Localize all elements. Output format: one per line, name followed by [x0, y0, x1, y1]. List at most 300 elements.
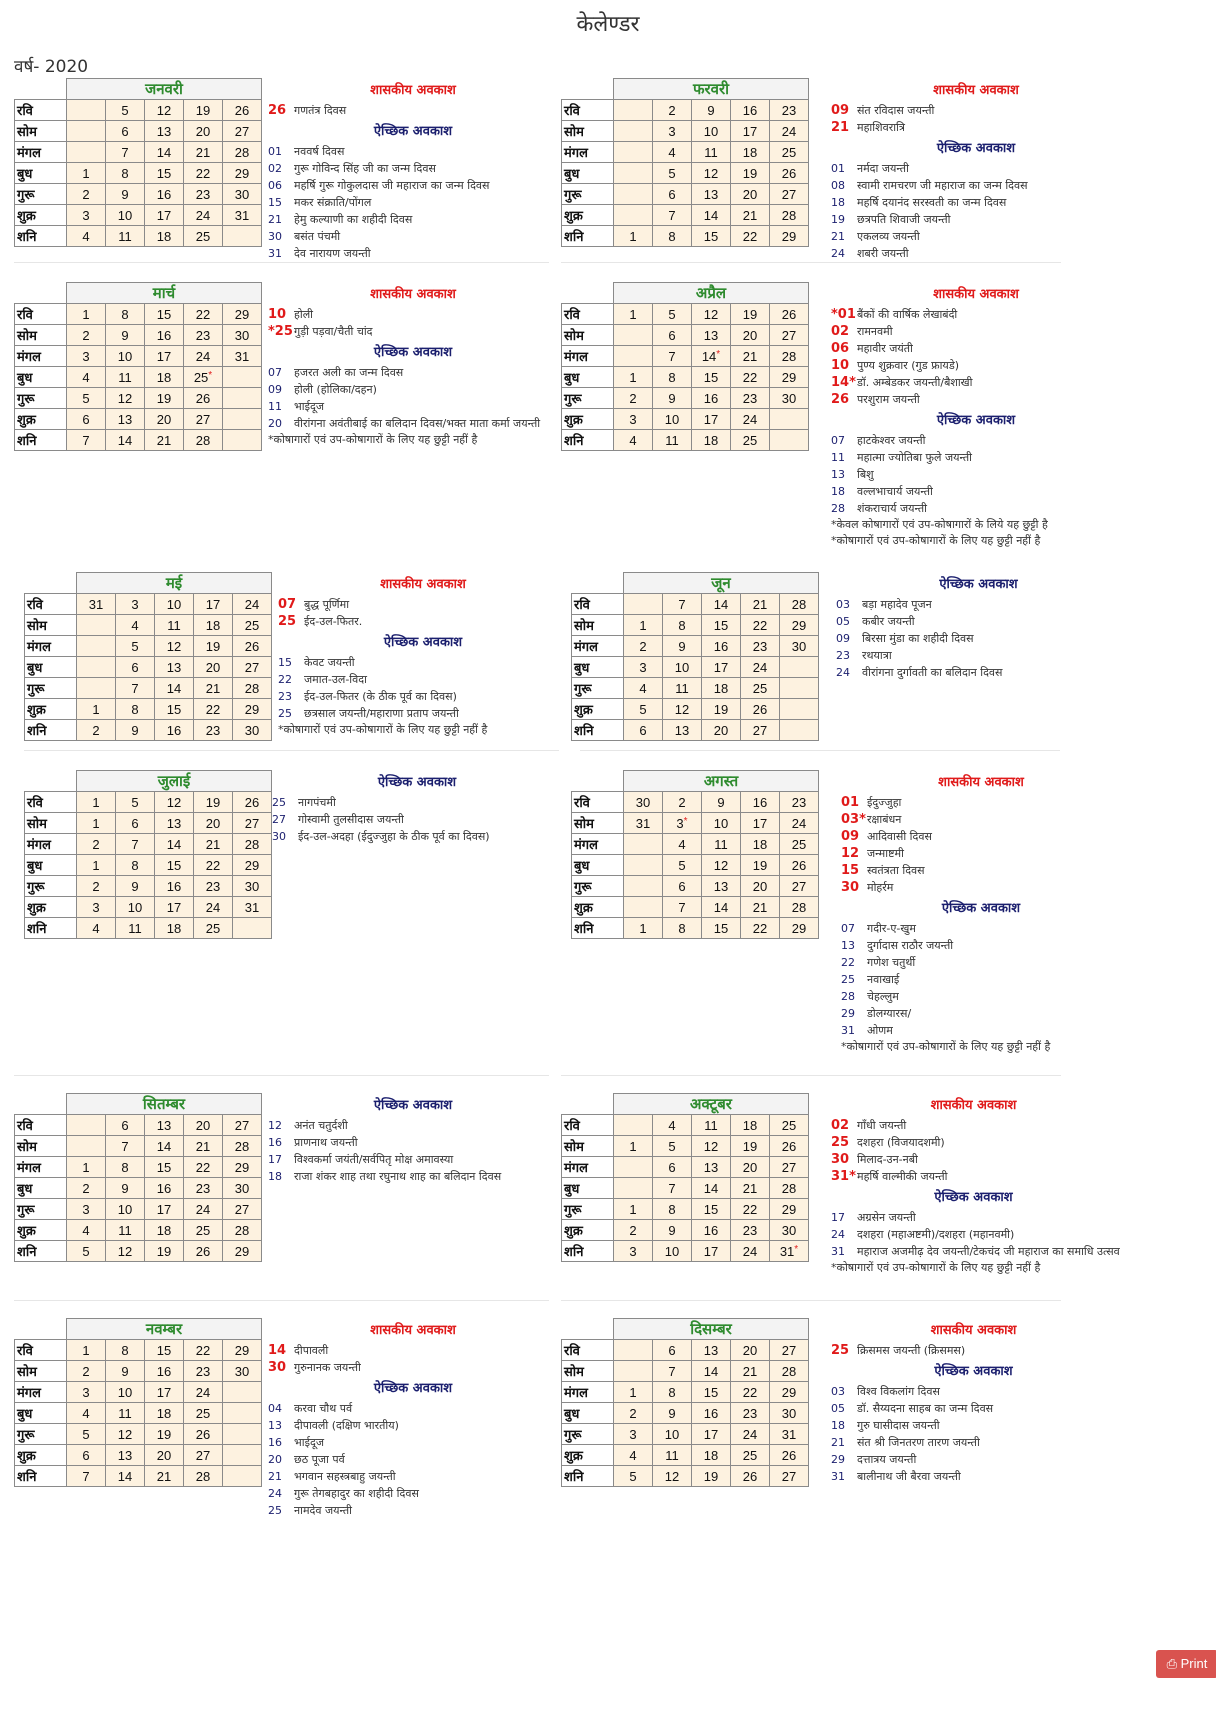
holiday-section-heading: शासकीय अवकाश — [370, 287, 456, 302]
holiday-name: भाईदूज — [294, 400, 324, 413]
date-cell: 9 — [116, 876, 155, 897]
week-row — [15, 1445, 262, 1466]
date-cell: 28 — [780, 594, 819, 615]
date-cell: 23 — [770, 100, 809, 121]
date-cell: 25 — [184, 1220, 223, 1241]
date-cell: 23 — [731, 1403, 770, 1424]
date-cell: 4 — [67, 1403, 106, 1424]
date-cell: 27 — [184, 1445, 223, 1466]
holiday-date: 07 — [268, 366, 282, 379]
date-cell: 5 — [67, 1424, 106, 1445]
date-cell: 24 — [184, 346, 223, 367]
date-cell: 24 — [184, 1199, 223, 1220]
holiday-date: 15 — [841, 863, 860, 878]
week-row — [562, 121, 809, 142]
date-cell: 3 — [614, 409, 653, 430]
date-cell — [223, 1445, 262, 1466]
date-cell: 18 — [145, 226, 184, 247]
date-cell: 21 — [731, 1178, 770, 1199]
holiday-date: 07 — [278, 597, 297, 612]
holiday-date: 25 — [278, 707, 292, 720]
holiday-date: 10 — [268, 307, 287, 322]
holiday-item — [278, 596, 568, 613]
holiday-date: 12 — [841, 846, 860, 861]
print-label: Print — [1180, 1656, 1208, 1671]
holiday-item — [831, 357, 1121, 374]
date-cell: 6 — [653, 184, 692, 205]
date-cell: 17 — [741, 813, 780, 834]
holiday-date: 07 — [831, 434, 845, 447]
date-cell: 1 — [67, 304, 106, 325]
holiday-date: 13 — [841, 939, 855, 952]
date-cell: 18 — [692, 430, 731, 451]
date-cell: 23 — [184, 1178, 223, 1199]
date-cell: 8 — [116, 855, 155, 876]
date-cell: 6 — [106, 121, 145, 142]
date-cell: 20 — [702, 720, 741, 741]
date-cell: 17 — [145, 1199, 184, 1220]
date-cell: 28 — [770, 346, 809, 367]
month-name: जुलाई — [77, 771, 272, 792]
date-cell: 26 — [741, 699, 780, 720]
date-cell: 23 — [194, 720, 233, 741]
date-cell: 20 — [145, 409, 184, 430]
date-cell: 30 — [223, 325, 262, 346]
weekday-label: मंगल — [15, 1382, 67, 1403]
month-name: अगस्त — [624, 771, 819, 792]
date-cell: 5 — [663, 855, 702, 876]
date-cell: 3 — [624, 657, 663, 678]
date-cell: 19 — [731, 1136, 770, 1157]
weekday-label: शुक्र — [15, 1220, 67, 1241]
date-cell — [223, 1403, 262, 1424]
week-row — [562, 1241, 809, 1262]
holiday-name: महावीर जयंती — [857, 342, 913, 355]
holiday-date: 31 — [268, 247, 282, 260]
holiday-name: मिलाद-उन-नबी — [857, 1153, 918, 1166]
holiday-item — [831, 1434, 1116, 1451]
holiday-list-january — [268, 78, 558, 262]
date-cell: 5 — [116, 636, 155, 657]
date-cell: 3 — [67, 1382, 106, 1403]
date-cell: 2 — [614, 1220, 653, 1241]
week-row — [562, 1199, 809, 1220]
date-cell: 12 — [702, 855, 741, 876]
month-calendar-may — [24, 572, 272, 741]
holiday-name: हजरत अली का जन्म दिवस — [294, 366, 404, 379]
date-cell — [614, 163, 653, 184]
weekday-label: शुक्र — [572, 897, 624, 918]
date-cell: 20 — [731, 184, 770, 205]
date-cell: 1 — [614, 367, 653, 388]
date-cell: 8 — [116, 699, 155, 720]
date-cell: 23 — [731, 388, 770, 409]
date-cell: 16 — [155, 720, 194, 741]
holiday-date: 10 — [831, 358, 850, 373]
weekday-label: रवि — [562, 1115, 614, 1136]
holiday-name: बैंकों की वार्षिक लेखाबंदी — [857, 308, 958, 321]
date-cell: 16 — [731, 100, 770, 121]
holiday-name: पुण्य शुक्रवार (गुड फ्रायडे) — [857, 359, 959, 372]
date-cell — [614, 100, 653, 121]
holiday-name: नववर्ष दिवस — [294, 145, 345, 158]
date-cell: 25 — [770, 142, 809, 163]
date-cell: 28 — [770, 1361, 809, 1382]
holiday-item — [831, 194, 1121, 211]
weekday-label: बुध — [562, 1178, 614, 1199]
holiday-item — [841, 1005, 1121, 1022]
date-cell: 10 — [692, 121, 731, 142]
date-cell: 28 — [184, 1466, 223, 1487]
date-cell: 26 — [780, 855, 819, 876]
printer-icon: ⎙ — [1166, 1656, 1178, 1671]
date-cell — [614, 346, 653, 367]
weekday-label: शनि — [562, 1241, 614, 1262]
week-row — [15, 1403, 262, 1424]
holiday-name: गोस्वामी तुलसीदास जयन्ती — [298, 813, 404, 826]
weekday-label: सोम — [15, 121, 67, 142]
holiday-name: बड़ा महादेव पूजन — [862, 598, 932, 611]
date-cell: 26 — [184, 388, 223, 409]
date-cell: 27 — [770, 184, 809, 205]
date-cell: 29 — [233, 699, 272, 720]
week-row — [572, 897, 819, 918]
holiday-date: 09 — [831, 103, 850, 118]
weekday-label: बुध — [15, 1178, 67, 1199]
month-table — [561, 1093, 809, 1262]
date-cell: 26 — [233, 636, 272, 657]
holiday-name: महर्षि वाल्मीकी जयन्ती — [857, 1170, 948, 1183]
week-row — [572, 636, 819, 657]
weekday-label: गुरू — [25, 876, 77, 897]
holiday-date: 21 — [831, 1436, 845, 1449]
date-cell: 22 — [731, 226, 770, 247]
holiday-item — [831, 306, 1121, 323]
weekday-label: शनि — [572, 918, 624, 939]
holiday-item — [268, 177, 558, 194]
week-row — [25, 657, 272, 678]
week-row — [562, 388, 809, 409]
date-cell: 27 — [233, 657, 272, 678]
date-cell: 12 — [106, 388, 145, 409]
date-cell: 7 — [653, 346, 692, 367]
week-row — [15, 1157, 262, 1178]
weekday-label: सोम — [562, 1136, 614, 1157]
holiday-item — [278, 688, 568, 705]
row-divider — [561, 1075, 1061, 1076]
holiday-date: 25 — [278, 614, 297, 629]
holiday-name: दशहरा (महाअष्टमी)/दशहरा (महानवमी) — [857, 1228, 1015, 1241]
row-divider — [14, 1075, 549, 1076]
date-cell: 12 — [692, 1136, 731, 1157]
date-cell: 14 — [145, 1136, 184, 1157]
date-cell: 9 — [692, 100, 731, 121]
week-row — [562, 1340, 809, 1361]
holiday-item — [831, 483, 1121, 500]
date-cell: 26 — [731, 1466, 770, 1487]
weekday-label: गुरू — [15, 1199, 67, 1220]
date-cell: 29 — [770, 1382, 809, 1403]
holiday-name: परशुराम जयन्ती — [857, 393, 920, 406]
holiday-date: *25 — [268, 324, 293, 339]
weekday-label: रवि — [15, 1340, 67, 1361]
holiday-item — [831, 1417, 1116, 1434]
date-cell: 10 — [106, 346, 145, 367]
date-cell: 8 — [106, 1340, 145, 1361]
holiday-name: दीपावली (दक्षिण भारतीय) — [294, 1419, 399, 1432]
holiday-item — [831, 211, 1121, 228]
holiday-name: संत रविदास जयन्ती — [857, 104, 935, 117]
weekday-label: शनि — [15, 1466, 67, 1487]
holiday-item — [831, 1342, 1116, 1359]
date-cell: 1 — [77, 813, 116, 834]
date-cell: 31 — [233, 897, 272, 918]
holiday-date: 26 — [831, 392, 850, 407]
week-row — [25, 792, 272, 813]
holiday-item — [841, 920, 1121, 937]
weekday-label: शनि — [15, 1241, 67, 1262]
date-cell: 2 — [663, 792, 702, 813]
date-cell: 29 — [223, 304, 262, 325]
weekday-label: मंगल — [15, 1157, 67, 1178]
date-cell: 13 — [155, 813, 194, 834]
holiday-name: दशहरा (विजयादशमी) — [857, 1136, 945, 1149]
holiday-date: 09 — [268, 383, 282, 396]
date-cell: 31 — [223, 346, 262, 367]
date-cell: 21 — [194, 834, 233, 855]
date-cell: 11 — [692, 142, 731, 163]
week-row — [25, 615, 272, 636]
month-calendar-july — [24, 770, 272, 939]
holiday-date: 21 — [831, 120, 850, 135]
week-row — [15, 1361, 262, 1382]
date-cell: 21 — [731, 346, 770, 367]
holiday-date: 24 — [831, 247, 845, 260]
date-cell: 16 — [155, 876, 194, 897]
weekday-label: बुध — [562, 367, 614, 388]
holiday-name: ईद-उल-अदहा (ईदुज्जुहा के ठीक पूर्व का दिवस) — [298, 830, 490, 843]
date-cell: 16 — [145, 1178, 184, 1199]
holiday-date: 24 — [831, 1228, 845, 1241]
date-cell — [77, 615, 116, 636]
date-cell: 21 — [184, 142, 223, 163]
date-cell: 4 — [663, 834, 702, 855]
date-cell: 1 — [67, 1340, 106, 1361]
date-cell: 30 — [780, 636, 819, 657]
date-cell: 3 — [67, 205, 106, 226]
month-calendar-december — [561, 1318, 809, 1487]
holiday-item — [268, 306, 558, 323]
week-row — [562, 100, 809, 121]
week-row — [572, 657, 819, 678]
holiday-name: स्वामी रामचरण जी महाराज का जन्म दिवस — [857, 179, 1028, 192]
weekday-label: मंगल — [572, 636, 624, 657]
weekday-label: गुरू — [562, 1424, 614, 1445]
weekday-label: गुरू — [562, 388, 614, 409]
week-row — [572, 615, 819, 636]
date-cell: 2 — [614, 388, 653, 409]
date-cell: 4 — [67, 1220, 106, 1241]
date-cell: 28 — [223, 1220, 262, 1241]
date-cell: 5 — [653, 1136, 692, 1157]
date-cell: 15 — [702, 615, 741, 636]
holiday-name: दत्तात्रय जयन्ती — [857, 1453, 917, 1466]
holiday-section-heading: शासकीय अवकाश — [938, 775, 1024, 790]
date-cell: 11 — [653, 1445, 692, 1466]
holiday-date: 05 — [836, 615, 850, 628]
date-cell: 2 — [614, 1403, 653, 1424]
date-cell: 23 — [780, 792, 819, 813]
date-cell: 31 — [624, 813, 663, 834]
holiday-item — [268, 1134, 558, 1151]
date-cell: 9 — [106, 184, 145, 205]
footnote: *कोषागारों एवं उप-कोषागारों के लिए यह छुट्टी नहीं है — [831, 1261, 1041, 1274]
date-cell: 31* — [770, 1241, 809, 1262]
date-cell: 28 — [780, 897, 819, 918]
holiday-name: ईद-उल-फितर. — [304, 615, 363, 628]
holiday-list-october — [831, 1093, 1120, 1276]
date-cell: 3 — [614, 1241, 653, 1262]
date-cell: 27 — [223, 1199, 262, 1220]
holiday-name: वल्लभाचार्य जयन्ती — [857, 485, 933, 498]
month-calendar-september — [14, 1093, 262, 1262]
week-row — [562, 1466, 809, 1487]
date-cell: 9 — [702, 792, 741, 813]
date-cell: 6 — [663, 876, 702, 897]
holiday-item — [831, 1134, 1116, 1151]
date-cell: 14 — [106, 430, 145, 451]
date-cell: 29 — [780, 918, 819, 939]
date-cell: 12 — [155, 636, 194, 657]
holiday-name: क्रिसमस जयन्ती (क्रिसमस) — [857, 1344, 966, 1357]
date-cell: 16 — [692, 388, 731, 409]
date-cell: 17 — [692, 1241, 731, 1262]
date-cell: 20 — [731, 325, 770, 346]
month-name: अक्टूबर — [614, 1094, 809, 1115]
holiday-name: महात्मा ज्योतिबा फुले जयन्ती — [857, 451, 973, 464]
weekday-label: शुक्र — [562, 1445, 614, 1466]
date-cell: 13 — [663, 720, 702, 741]
date-cell: 9 — [663, 636, 702, 657]
holiday-item — [268, 1451, 558, 1468]
date-cell: 21 — [741, 897, 780, 918]
date-cell: 18 — [692, 1445, 731, 1466]
weekday-label: बुध — [562, 1403, 614, 1424]
holiday-item — [831, 1226, 1116, 1243]
holiday-item — [841, 845, 1121, 862]
holiday-date: 29 — [841, 1007, 855, 1020]
month-table — [571, 572, 819, 741]
month-table — [561, 78, 809, 247]
holiday-item — [268, 102, 558, 119]
holiday-item — [836, 664, 1121, 681]
weekday-label: रवि — [25, 792, 77, 813]
holiday-section-heading: ऐच्छिक अवकाश — [373, 1381, 453, 1396]
week-row — [15, 142, 262, 163]
holiday-name: नर्मदा जयन्ती — [857, 162, 909, 175]
holiday-name: चेहल्लुम — [867, 990, 899, 1003]
date-cell: 1 — [614, 304, 653, 325]
weekday-label: सोम — [25, 813, 77, 834]
date-cell: 1 — [624, 615, 663, 636]
date-cell: 3 — [77, 897, 116, 918]
holiday-item — [268, 1151, 558, 1168]
holiday-list-december — [831, 1318, 1116, 1485]
holiday-date: 24 — [836, 666, 850, 679]
date-cell: 30 — [233, 720, 272, 741]
holiday-name: बिरसा मुंडा का शहीदी दिवस — [862, 632, 974, 645]
holiday-item — [268, 1417, 558, 1434]
date-cell: 11 — [702, 834, 741, 855]
print-button[interactable] — [1156, 1650, 1216, 1678]
holiday-item — [831, 1168, 1116, 1185]
date-cell: 10 — [116, 897, 155, 918]
holiday-item — [836, 630, 1121, 647]
date-cell: 1 — [77, 792, 116, 813]
date-cell: 28 — [223, 142, 262, 163]
weekday-label: शनि — [562, 226, 614, 247]
week-row — [15, 1178, 262, 1199]
date-cell: 22 — [741, 615, 780, 636]
holiday-section-heading: शासकीय अवकाश — [930, 1323, 1017, 1338]
date-cell: 19 — [145, 388, 184, 409]
holiday-name: कबीर जयन्ती — [862, 615, 915, 628]
date-cell: 20 — [145, 1445, 184, 1466]
date-cell: 9 — [106, 1361, 145, 1382]
date-cell: 14* — [692, 346, 731, 367]
date-cell: 11 — [653, 430, 692, 451]
weekday-label: मंगल — [562, 142, 614, 163]
date-cell: 21 — [145, 1466, 184, 1487]
holiday-date: 21 — [268, 1470, 282, 1483]
date-cell: 14 — [155, 834, 194, 855]
date-cell: 24 — [780, 813, 819, 834]
date-cell: 17 — [194, 594, 233, 615]
month-calendar-august — [571, 770, 819, 939]
date-cell: 23 — [741, 636, 780, 657]
date-cell: 12 — [106, 1241, 145, 1262]
date-cell: 17 — [692, 1424, 731, 1445]
date-cell — [614, 142, 653, 163]
holiday-date: 31 — [831, 1470, 845, 1483]
holiday-item — [831, 466, 1121, 483]
holiday-date: 04 — [268, 1402, 282, 1415]
date-cell — [67, 1136, 106, 1157]
date-cell — [77, 678, 116, 699]
week-row — [15, 430, 262, 451]
footnote: *कोषागारों एवं उप-कोषागारों के लिए यह छुट्टी नहीं है — [268, 433, 478, 446]
holiday-item — [831, 1451, 1116, 1468]
week-row — [562, 367, 809, 388]
holiday-section-heading: शासकीय अवकाश — [370, 1323, 456, 1338]
date-cell: 13 — [106, 1445, 145, 1466]
date-cell: 30 — [624, 792, 663, 813]
holiday-name: विश्व विकलांग दिवस — [857, 1385, 940, 1398]
date-cell: 15 — [145, 1340, 184, 1361]
week-row — [572, 699, 819, 720]
month-calendar-november — [14, 1318, 262, 1487]
month-name: दिसम्बर — [614, 1319, 809, 1340]
week-row — [25, 699, 272, 720]
holiday-date: 21 — [268, 213, 282, 226]
holiday-date: 14 — [268, 1343, 287, 1358]
date-cell: 28 — [233, 834, 272, 855]
holiday-name: ईदुज्जुहा — [867, 796, 902, 809]
holiday-item — [841, 811, 1121, 828]
holiday-item — [268, 1168, 558, 1185]
date-cell: 31 — [770, 1424, 809, 1445]
date-cell — [614, 1115, 653, 1136]
